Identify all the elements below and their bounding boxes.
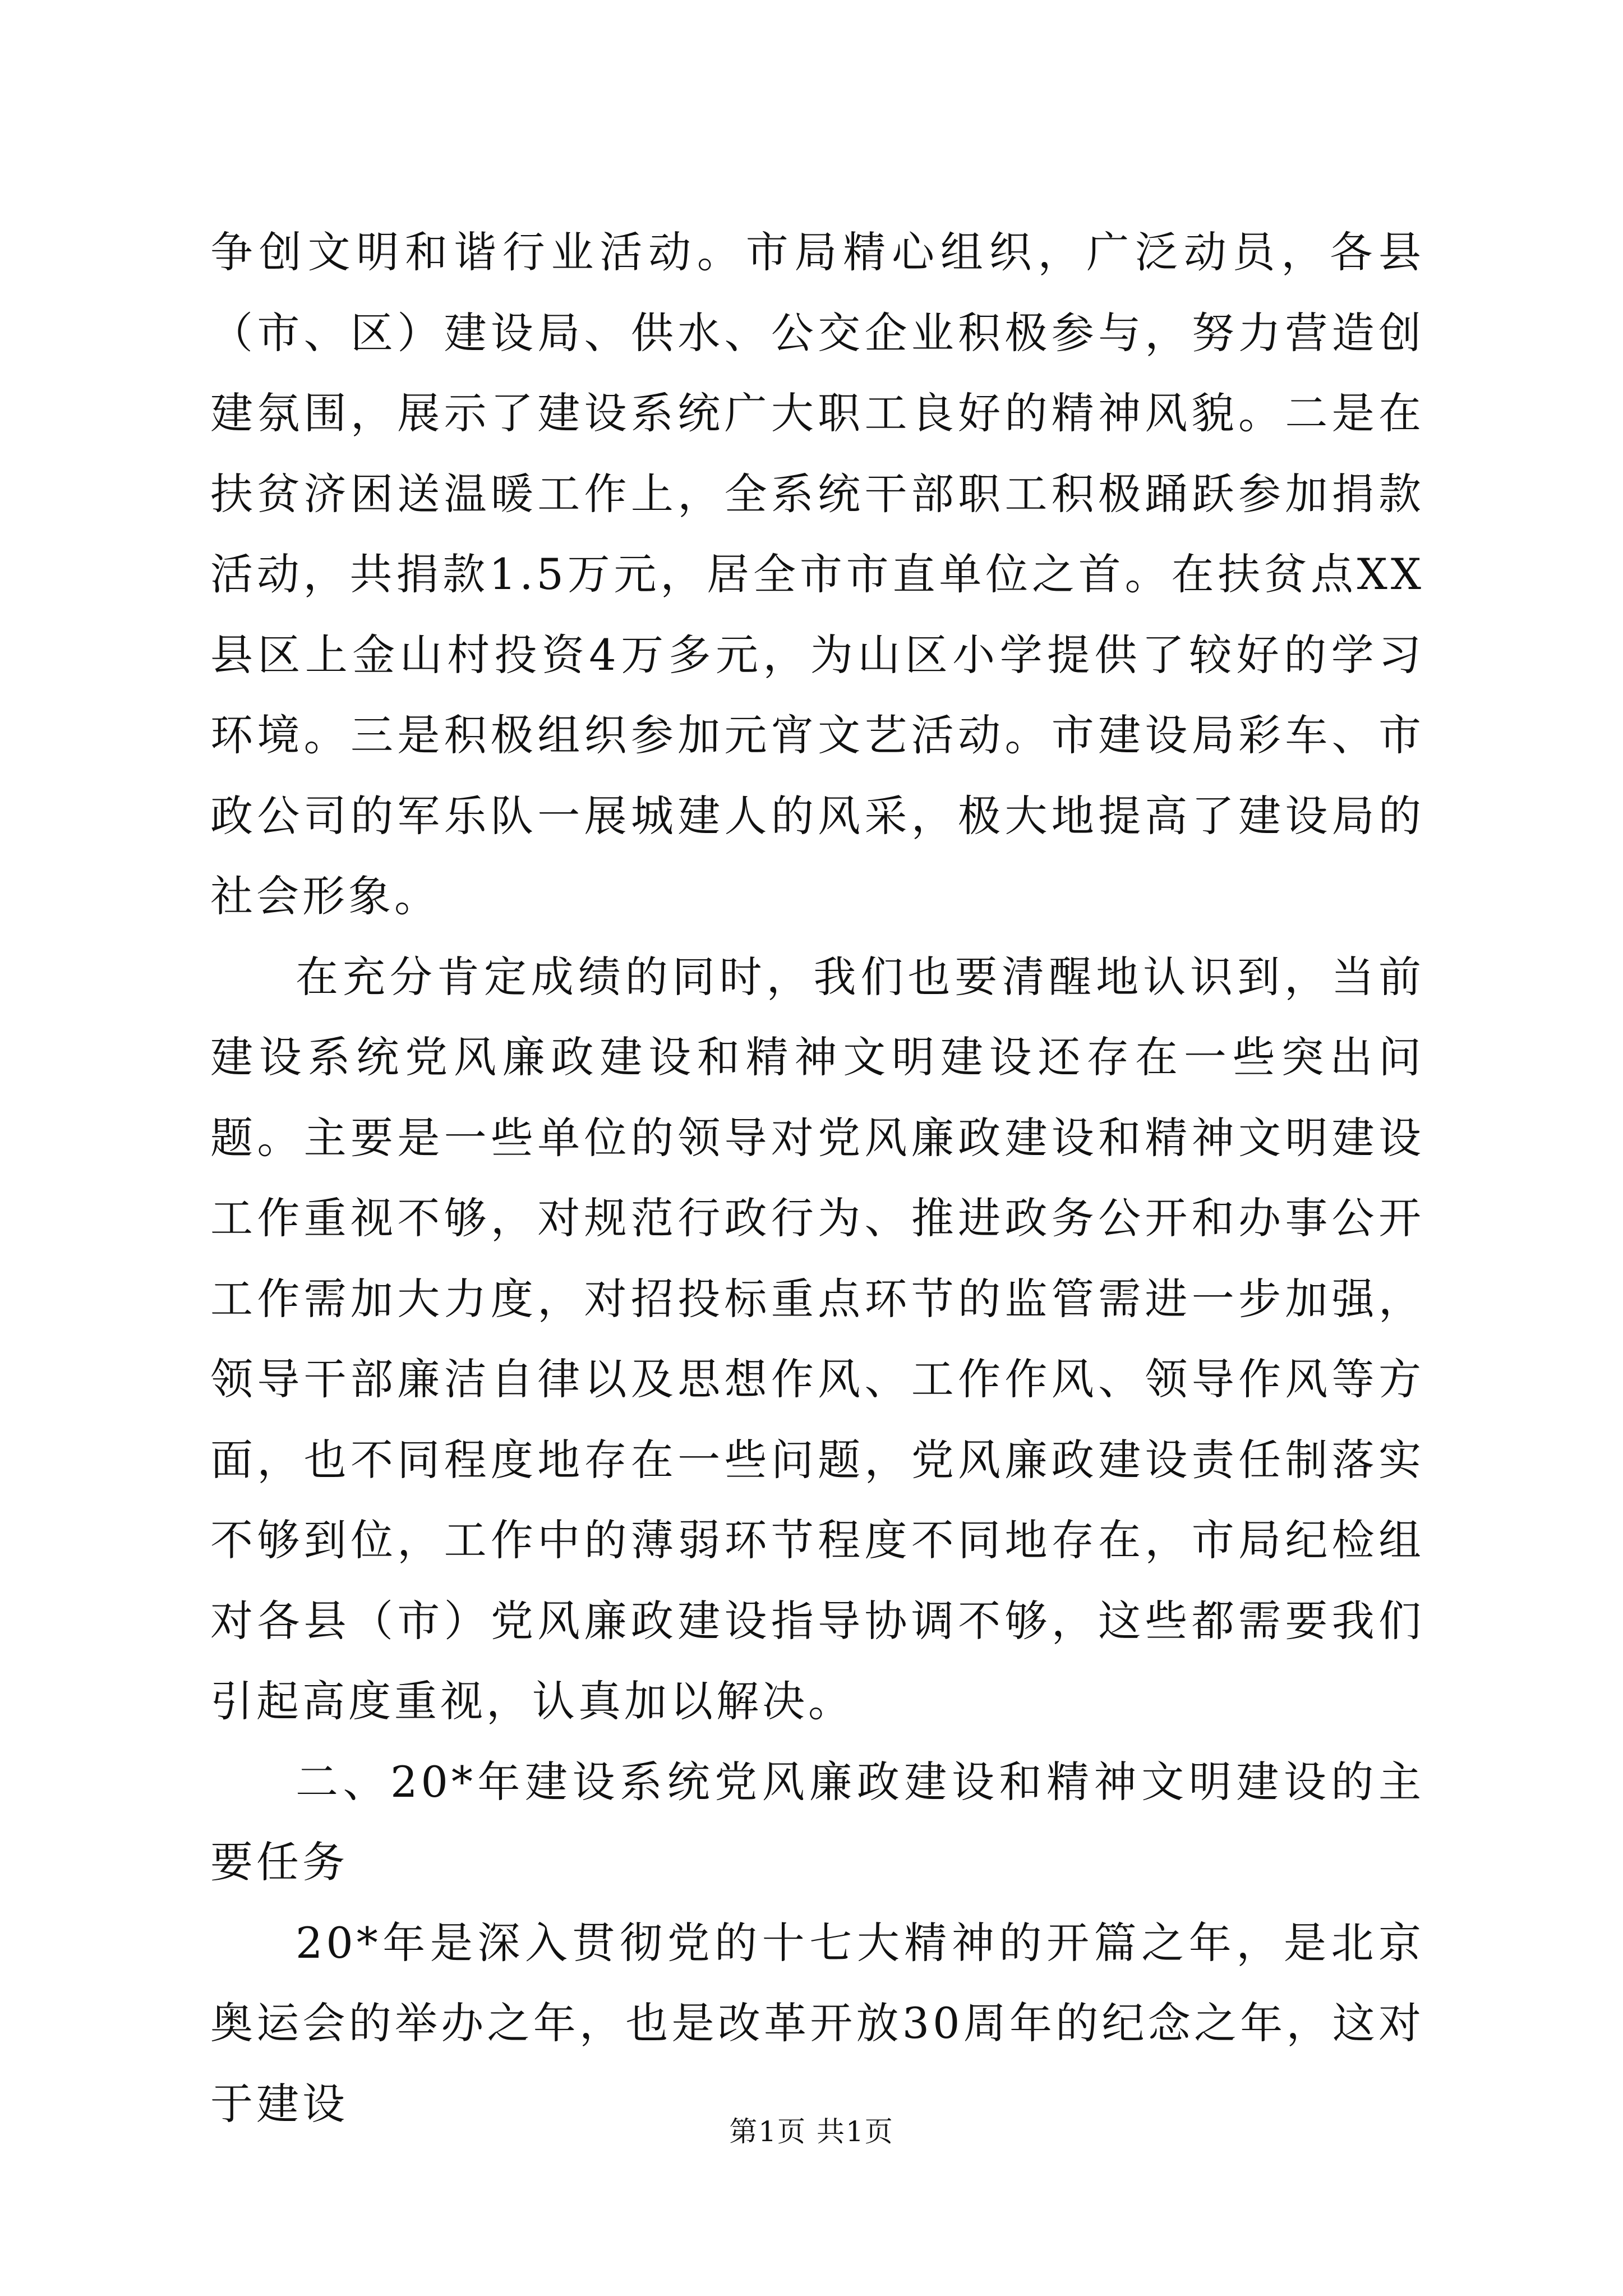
paragraph-problems: 在充分肯定成绩的同时，我们也要清醒地认识到，当前建设系统党风廉政建设和精神文明建设还存在一些突出问题。主要是一些单位的领导对党风廉政建设和精神文明建设工作重视不够，对规范行政行为、推进政务公开和办事公开工作需加大力度，对招投标重点环节的监管需进一步加强，领导干部廉洁自律以及思想作风、工作作风、领导作风等方面，也不同程度地存在一些问题，党风廉政建设责任制落实不够到位，工作中的薄弱环节程度不同地存在，市局纪检组对各县（市）党风廉政建设指导协调不够，这些都需要我们引起高度重视，认真加以解决。 <box>210 951 1424 1726</box>
document-body <box>210 212 1424 2144</box>
section-heading: 二、20*年建设系统党风廉政建设和精神文明建设的主要任务 <box>210 1756 1424 1887</box>
paragraph-continued: 争创文明和谐行业活动。市局精心组织，广泛动员，各县（市、区）建设局、供水、公交企业积极参与，努力营造创建氛围，展示了建设系统广大职工良好的精神风貌。二是在扶贫济困送温暖工作上，全系统干部职工积极踊跃参加捐款活动，共捐款1.5万元，居全市市直单位之首。在扶贫点XX县区上金山村投资4万多元，为山区小学提供了较好的学习环境。三是积极组织参加元宵文艺活动。市建设局彩车、市政公司的军乐队一展城建人的风采，极大地提高了建设局的社会形象。 <box>210 227 1424 921</box>
page-footer: 第1页 共1页 <box>729 2115 894 2148</box>
paragraph-intro: 20*年是深入贯彻党的十七大精神的开篇之年，是北京奥运会的举办之年，也是改革开放30周年的纪念之年，这对于建设 <box>210 1917 1424 2129</box>
